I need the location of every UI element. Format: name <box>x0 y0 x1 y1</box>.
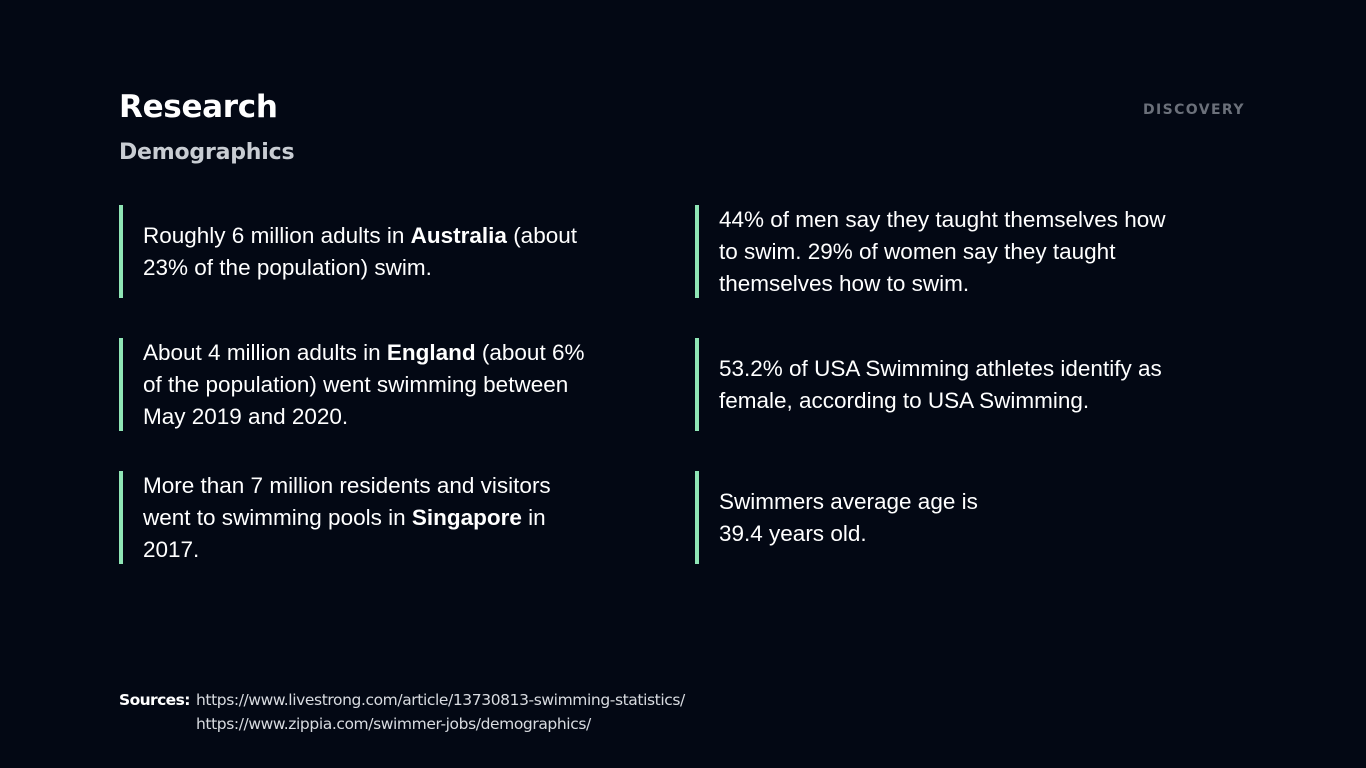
fact-highlight: England <box>386 339 476 365</box>
fact-singapore <box>119 471 589 564</box>
fact-text-part: About 4 million adults in <box>143 339 387 365</box>
fact-self-taught <box>695 205 1185 298</box>
sources <box>119 688 685 736</box>
fact-text: 53.2% of USA Swimming athletes identify as female, according to USA Swimming. <box>719 355 1162 413</box>
source-link[interactable]: https://www.zippia.com/swimmer-jobs/demographics/ <box>196 715 591 733</box>
page-title: Research <box>119 89 278 125</box>
fact-highlight: Australia <box>410 222 507 248</box>
fact-text <box>143 337 589 433</box>
fact-england <box>119 338 589 431</box>
fact-average-age <box>695 471 1185 564</box>
fact-text-part: (about 6% of the population) went swimming between May 2019 and 2020. <box>143 339 585 429</box>
fact-text-part: in 2017. <box>143 504 546 562</box>
fact-text-part: More than 7 million residents and visitors went to swimming pools in <box>143 472 551 530</box>
fact-text-line: Swimmers average age is <box>719 488 978 514</box>
fact-text: 44% of men say they taught themselves how to swim. 29% of women say they taught themselves how to swim. <box>719 206 1166 296</box>
source-link[interactable]: https://www.livestrong.com/article/13730813-swimming-statistics/ <box>196 691 685 709</box>
fact-australia <box>119 205 589 298</box>
fact-text-part: (about 23% of the population) swim. <box>143 222 577 280</box>
fact-highlight: Singapore <box>411 504 522 530</box>
section-label: DISCOVERY <box>1143 102 1245 118</box>
fact-text <box>143 220 589 284</box>
fact-text-line: 39.4 years old. <box>719 520 867 546</box>
fact-text <box>719 486 978 550</box>
fact-text <box>143 470 589 566</box>
fact-usa-swimming <box>695 338 1185 431</box>
page-subtitle: Demographics <box>119 140 295 165</box>
sources-label: Sources: <box>119 691 190 709</box>
fact-text-part: Roughly 6 million adults in <box>143 222 411 248</box>
sources-list <box>196 688 685 736</box>
